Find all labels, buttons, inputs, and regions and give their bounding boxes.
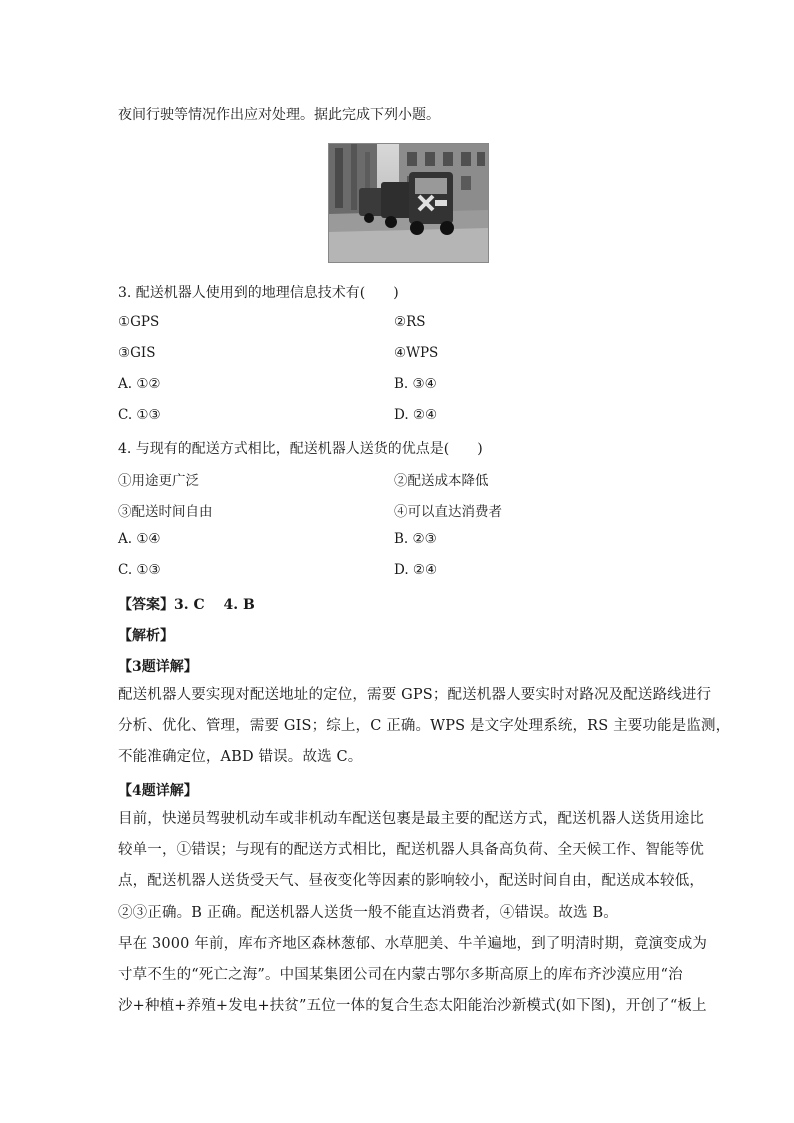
q4-detail-line-3: 点，配送机器人送货受天气、昼夜变化等因素的影响较小，配送时间自由，配送成本较低， — [118, 873, 704, 890]
next-passage-line-2: 寸草不生的“死亡之海”。中国某集团公司在内蒙古鄂尔多斯高原上的库布齐沙漠应用“治 — [118, 967, 683, 984]
q4-choice-d: D. ②④ — [394, 562, 438, 578]
q3-detail-heading: 【3题详解】 — [118, 659, 198, 675]
q3-item-3: ③GIS — [118, 345, 156, 361]
q4-detail-line-1: 目前，快递员驾驶机动车或非机动车配送包裹是最主要的配送方式，配送机器人送货用途比 — [118, 811, 704, 827]
delivery-robot-photo — [328, 143, 489, 263]
q3-detail-paragraph — [118, 680, 731, 774]
q3-item-1: ①GPS — [118, 314, 160, 330]
q4-item-1: ①用途更广泛 — [118, 473, 199, 489]
q4-item-3: ③配送时间自由 — [118, 504, 213, 520]
q4-choice-c: C. ①③ — [118, 562, 161, 578]
q3-choice-b: B. ③④ — [394, 376, 437, 392]
q3-stem: 3. 配送机器人使用到的地理信息技术有( ) — [118, 285, 399, 301]
q3-choice-a: A. ①② — [118, 376, 161, 392]
q4-stem: 4. 与现有的配送方式相比，配送机器人送货的优点是( ) — [118, 441, 483, 457]
q4-detail-heading: 【4题详解】 — [118, 783, 198, 799]
next-passage-line-3: 沙+种植+养殖+发电+扶贫”五位一体的复合生态太阳能治沙新模式(如下图)，开创了“板上 — [118, 998, 707, 1015]
q4-detail-line-4: ②③正确。B 正确。配送机器人送货一般不能直达消费者，④错误。故选 B。 — [118, 904, 618, 921]
q3-detail-line-3: 不能准确定位，ABD 错误。故选 C。 — [118, 749, 363, 766]
answer-line: 【答案】3. C 4. B — [118, 597, 255, 613]
next-passage-line-1: 早在 3000 年前，库布齐地区森林葱郁、水草肥美、牛羊遍地，到了明清时期，竟演变成为 — [118, 936, 708, 952]
q3-choice-c: C. ①③ — [118, 407, 161, 423]
q4-choice-a: A. ①④ — [118, 531, 161, 547]
next-passage-paragraph — [118, 929, 708, 1023]
q3-detail-line-2: 分析、优化、管理，需要 GIS；综上，C 正确。WPS 是文字处理系统，RS 主要功能是监测， — [118, 718, 731, 735]
q3-item-4: ④WPS — [394, 345, 439, 361]
analysis-heading: 【解析】 — [118, 628, 174, 644]
q4-detail-line-2: 较单一，①错误；与现有的配送方式相比，配送机器人具备高负荷、全天候工作、智能等优 — [118, 842, 704, 859]
q4-item-4: ④可以直达消费者 — [394, 504, 502, 520]
q4-detail-paragraph — [118, 804, 704, 929]
delivery-robot-illustration — [329, 144, 488, 262]
q3-item-2: ②RS — [394, 314, 426, 330]
q3-detail-line-1: 配送机器人要实现对配送地址的定位，需要 GPS；配送机器人要实时对路况及配送路线进行 — [118, 687, 712, 703]
intro-text: 夜间行驶等情况作出应对处理。据此完成下列小题。 — [118, 107, 440, 123]
q3-choice-d: D. ②④ — [394, 407, 438, 423]
q4-choice-b: B. ②③ — [394, 531, 437, 547]
q4-item-2: ②配送成本降低 — [394, 473, 489, 489]
